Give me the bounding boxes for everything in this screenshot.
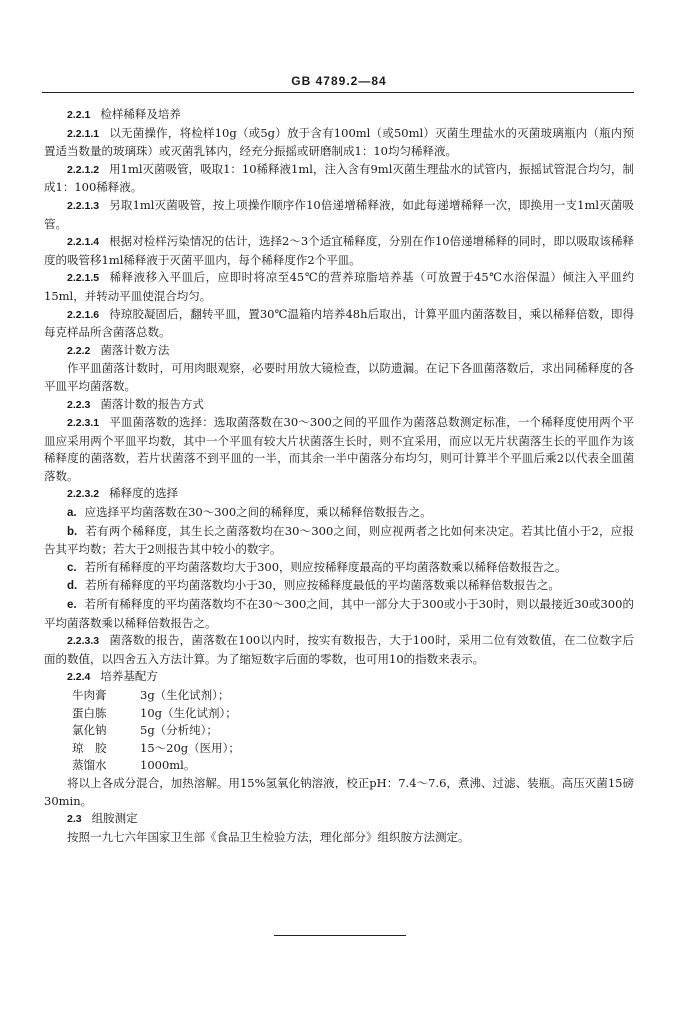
section-heading: 2.2.2 菌落计数方法: [67, 342, 170, 357]
paragraph: 2.2.1.6 待琼胶凝固后，翻转平皿，置30℃温箱内培养48h后取出，计算平皿内菌落数目，乘以稀释倍数，即得每克样品所含菌落总数。: [44, 306, 634, 340]
section-heading: 2.2.1 检样稀释及培养: [67, 107, 181, 121]
paragraph: 2.2.3.1 平皿菌落数的选择：选取菌落数在30～300之间的平皿作为菌落总数测定标准，一个稀释度使用两个平皿应采用两个平皿平均数，其中一个平皿有较大片状菌落生长时，则不宜采用，而应以无片状菌落生长的平皿作为该稀释度的菌落数，若片状菌落不到平皿的一半，而其余一半中菌落分布均匀，则可计算半个平皿后乘2以代表全皿菌落数。: [44, 415, 634, 483]
header-rule: [42, 92, 634, 93]
recipe-row: 氯化钠 5g（分析纯）；: [72, 723, 218, 738]
section-heading: 2.2.3.2 稀释度的选择: [67, 486, 179, 501]
recipe-row: 蛋白胨 10g（生化试剂）；: [72, 705, 237, 720]
paragraph: 2.2.3.3 菌落数的报告，菌落数在100以内时，按实有数报告，大于100时，采用二位有效数值，在二位数字后面的数值，以四舍五入方法计算。为了缩短数字后面的零数，也可用10的指数来表示。: [44, 633, 634, 666]
section-heading: 2.3 组胺测定: [67, 811, 138, 826]
list-item: c. 若所有稀释度的平均菌落数均大于300，则应按稀释度最高的平均菌落数乘以稀释倍数报告之。: [67, 559, 567, 574]
paragraph: 2.2.1.4 根据对检样污染情况的估计，选择2～3个适宜稀释度，分别在作10倍递增稀释的同时，即以吸取该稀释度的吸管移1ml稀释液于灭菌平皿内，每个稀释度作2个平皿。: [44, 234, 634, 267]
recipe-row: 牛肉膏 3g（生化试剂）；: [72, 688, 230, 702]
page-header: GB 4789.2—84: [291, 74, 387, 88]
paragraph: 2.2.1.5 稀释液移入平皿后，应即时将凉至45℃的营养琼脂培养基（可放置于45℃水浴保温）倾注入平皿约15ml，并转动平皿使混合均匀。: [44, 270, 634, 303]
paragraph: 按照一九七六年国家卫生部《食品卫生检验方法，理化部分》组织胺方法测定。: [67, 829, 470, 844]
list-item: e. 若所有稀释度的平均菌落数均不在30～300之间，其中一部分大于300或小于30时，则以最接近30或300的平均菌落数乘以稀释倍数报告之。: [44, 597, 634, 630]
list-item: b. 若有两个稀释度，其生长之菌落数均在30～300之间，则应视两者之比如何来决定。若其比值小于2，应报告其平均数；若大于2则报告其中较小的数字。: [44, 523, 634, 557]
recipe-list: [44, 687, 634, 775]
section-heading: 2.2.3 菌落计数的报告方式: [67, 396, 204, 411]
paragraph: 将以上各成分混合，加热溶解。用15%氢氧化钠溶液，校正pH：7.4～7.6，煮沸、过滤、装瓶。高压灭菌15磅30min。: [44, 775, 634, 808]
paragraph: 2.2.1.2 用1ml灭菌吸管，吸取1：10稀释液1ml，注入含有9ml灭菌生理盐水的试管内，振摇试管混合均匀，制成1：100稀释液。: [44, 161, 634, 195]
recipe-row: 蒸馏水 1000ml。: [72, 758, 196, 773]
paragraph: 2.2.1.1 以无菌操作，将检样10g（或5g）放于含有100ml（或50ml）灭菌生理盐水的灭菌玻璃瓶内（瓶内预置适当数量的玻璃珠）或灭菌乳钵内，经充分振摇或研磨制成1：10均匀稀释液。: [44, 125, 634, 159]
document-body: [44, 106, 634, 846]
section-heading: 2.2.4 培养基配方: [67, 669, 158, 684]
end-rule: [274, 935, 406, 936]
paragraph: 作平皿菌落计数时，可用肉眼观察，必要时用放大镜检查，以防遗漏。在记下各皿菌落数后，求出同稀释度的各平皿平均菌落数。: [44, 361, 634, 393]
paragraph: 2.2.1.3 另取1ml灭菌吸管，按上项操作顺序作10倍递增稀释液，如此每递增稀释一次，即换用一支1ml灭菌吸管。: [44, 197, 634, 231]
list-item: a. 应选择平均菌落数在30～300之间的稀释度，乘以稀释倍数报告之。: [67, 505, 432, 520]
list-item: d. 若所有稀释度的平均菌落数均小于30，则应按稀释度最低的平均菌落数乘以稀释倍数报告之。: [67, 578, 560, 593]
recipe-row: 琼 胶 15～20g（医用）；: [72, 740, 240, 755]
